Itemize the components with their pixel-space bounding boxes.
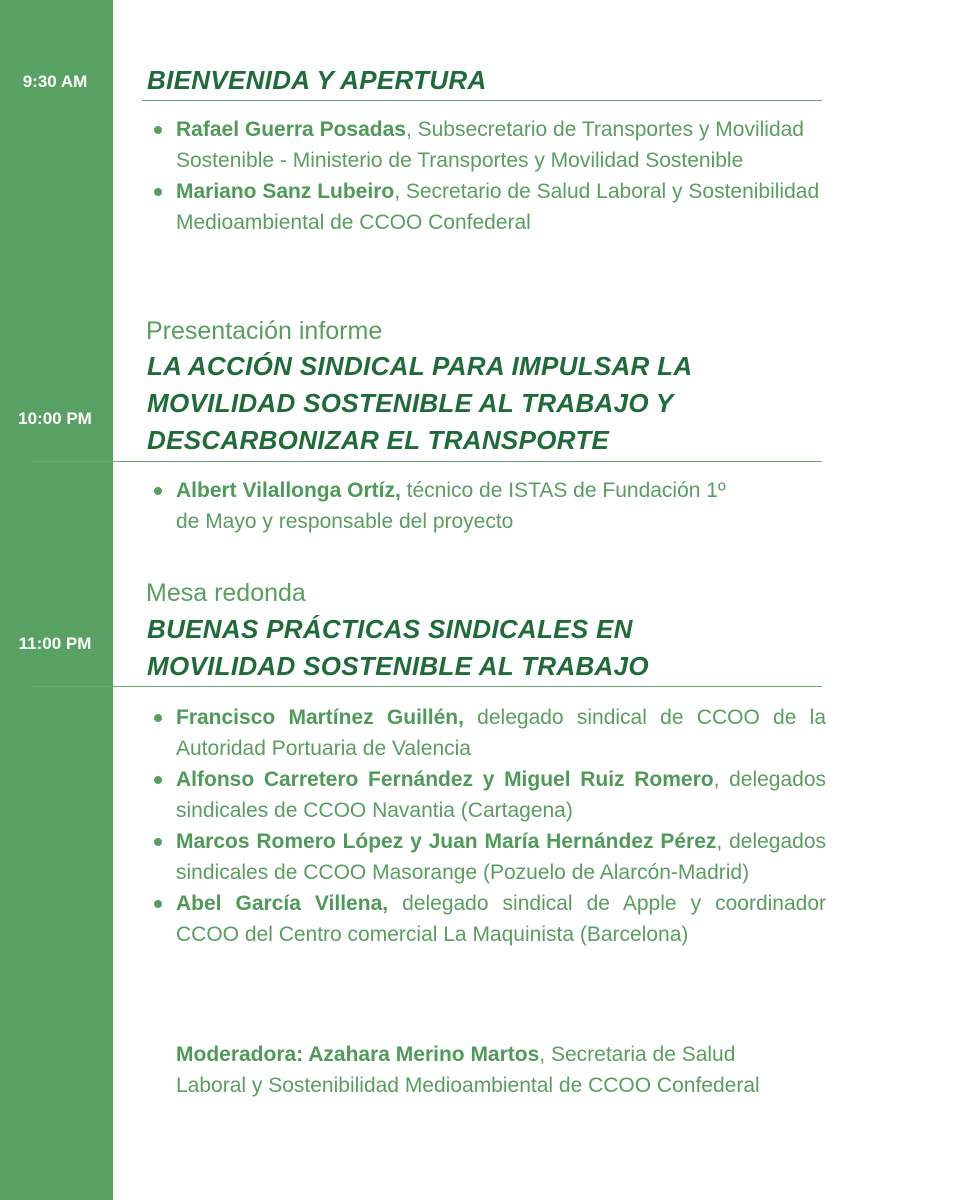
speaker-desc: , delegados sindicales de CCOO Masorange (Pozuelo de Alarcón-Madrid) [176, 830, 827, 884]
timeline-sidebar [0, 0, 113, 1200]
time-label-2: 10:00 PM [18, 409, 92, 428]
list-item [150, 888, 826, 950]
speaker-list-1 [150, 114, 870, 238]
section-subtitle-3: Mesa redonda [146, 579, 306, 607]
list-item [150, 764, 826, 826]
section-heading-1 [147, 62, 487, 99]
list-item [150, 176, 870, 238]
divider-1 [142, 100, 822, 101]
heading-line: LA ACCIÓN SINDICAL PARA IMPULSAR LA [147, 351, 693, 381]
speaker-desc: , Subsecretario de Transportes y Movilidad Sostenible - Ministerio de Transportes y Movilidad Sostenible [176, 118, 804, 172]
moderator-name: Moderadora: Azahara Merino Martos [176, 1043, 540, 1066]
speaker-list-2 [150, 475, 750, 537]
heading-line: MOVILIDAD SOSTENIBLE AL TRABAJO [147, 651, 649, 681]
list-item [150, 826, 826, 888]
moderator [176, 1039, 796, 1101]
speaker-name: Rafael Guerra Posadas [176, 118, 406, 141]
divider-2 [32, 461, 822, 462]
list-item [150, 114, 870, 176]
speaker-desc: técnico de ISTAS de Fundación 1º de Mayo y responsable del proyecto [176, 479, 726, 533]
speaker-desc: delegado sindical de Apple y coordinador CCOO del Centro comercial La Maquinista (Barcelona) [176, 892, 826, 946]
speaker-name: Albert Vilallonga Ortíz, [176, 479, 401, 502]
heading-line: MOVILIDAD SOSTENIBLE AL TRABAJO Y [147, 388, 674, 418]
heading-line: BUENAS PRÁCTICAS SINDICALES EN [147, 614, 633, 644]
time-label-3: 11:00 PM [18, 634, 92, 653]
section-heading-3 [147, 611, 649, 685]
divider-3 [32, 686, 822, 687]
speaker-list-3 [150, 702, 826, 950]
speaker-name: Francisco Martínez Guillén, [176, 706, 464, 729]
list-item [150, 475, 750, 537]
time-label-1: 9:30 AM [22, 72, 88, 91]
speaker-desc: delegado sindical de CCOO de la Autoridad Portuaria de Valencia [176, 706, 826, 760]
list-item [150, 702, 826, 764]
speaker-name: Marcos Romero López y Juan María Hernández Pérez [176, 830, 717, 853]
section-heading-2 [147, 348, 692, 459]
speaker-name: Mariano Sanz Lubeiro [176, 180, 395, 203]
speaker-name: Alfonso Carretero Fernández y Miguel Ruiz Romero [176, 768, 714, 791]
section-subtitle-2: Presentación informe [146, 317, 383, 345]
moderator-desc: , Secretaria de Salud Laboral y Sostenibilidad Medioambiental de CCOO Confederal [176, 1043, 760, 1097]
speaker-desc: , delegados sindicales de CCOO Navantia (Cartagena) [176, 768, 826, 822]
heading-line: DESCARBONIZAR EL TRANSPORTE [147, 425, 610, 455]
speaker-desc: , Secretario de Salud Laboral y Sostenibilidad Medioambiental de CCOO Confederal [176, 180, 820, 234]
speaker-name: Abel García Villena, [176, 892, 389, 915]
heading-line: BIENVENIDA Y APERTURA [147, 65, 487, 95]
